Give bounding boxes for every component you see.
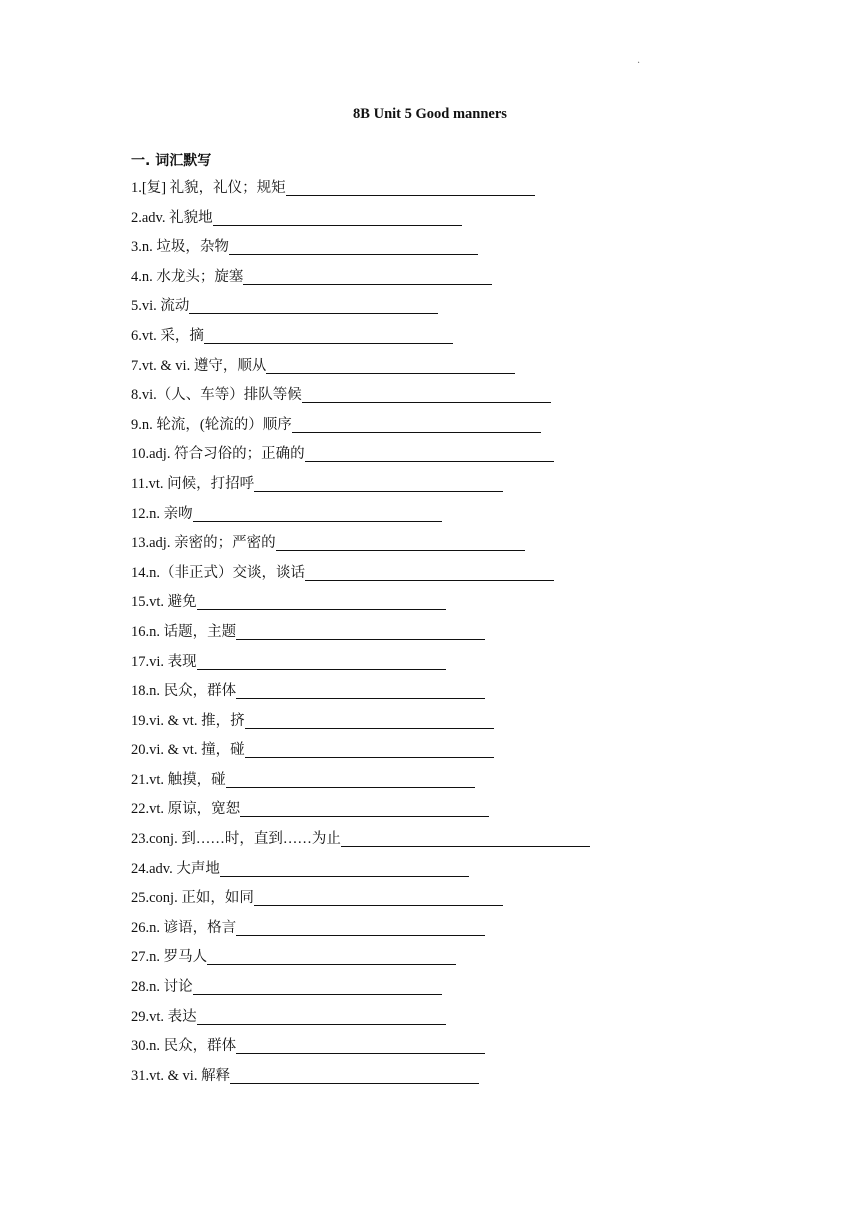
vocab-prompt: 17.vi. 表现 bbox=[131, 653, 197, 670]
vocab-prompt: 10.adj. 符合习俗的；正确的 bbox=[131, 446, 305, 463]
answer-blank-line[interactable] bbox=[276, 534, 525, 551]
vocab-prompt: 3.n. 垃圾，杂物 bbox=[131, 239, 229, 256]
answer-blank-line[interactable] bbox=[204, 327, 453, 344]
vocab-prompt: 4.n. 水龙头；旋塞 bbox=[131, 268, 244, 285]
vocab-prompt: 25.conj. 正如，如同 bbox=[131, 890, 254, 907]
answer-blank-line[interactable] bbox=[286, 179, 535, 196]
vocab-prompt: 20.vi. & vt. 撞，碰 bbox=[131, 742, 245, 759]
vocab-item bbox=[131, 919, 590, 949]
answer-blank-line[interactable] bbox=[226, 771, 475, 788]
vocab-item bbox=[131, 1008, 590, 1038]
answer-blank-line[interactable] bbox=[193, 505, 442, 522]
vocab-item bbox=[131, 771, 590, 801]
answer-blank-line[interactable] bbox=[341, 830, 590, 847]
vocab-prompt: 5.vi. 流动 bbox=[131, 298, 190, 315]
answer-blank-line[interactable] bbox=[193, 978, 442, 995]
answer-blank-line[interactable] bbox=[254, 889, 503, 906]
vocab-item bbox=[131, 475, 590, 505]
answer-blank-line[interactable] bbox=[254, 475, 503, 492]
vocab-prompt: 1.[复] 礼貌，礼仪；规矩 bbox=[131, 180, 286, 196]
answer-blank-line[interactable] bbox=[243, 268, 492, 285]
vocab-prompt: 29.vt. 表达 bbox=[131, 1008, 197, 1025]
answer-blank-line[interactable] bbox=[236, 1037, 485, 1054]
header-dot: · bbox=[637, 58, 641, 69]
vocab-item bbox=[131, 209, 590, 239]
vocab-prompt: 7.vt. & vi. 遵守，顺从 bbox=[131, 357, 267, 374]
vocab-item bbox=[131, 238, 590, 268]
vocab-item bbox=[131, 179, 590, 209]
answer-blank-line[interactable] bbox=[197, 1008, 446, 1025]
page-title: 8B Unit 5 Good manners bbox=[353, 106, 507, 122]
answer-blank-line[interactable] bbox=[213, 209, 462, 226]
vocab-prompt: 24.adv. 大声地 bbox=[131, 860, 220, 877]
vocab-prompt: 28.n. 讨论 bbox=[131, 979, 193, 996]
vocab-item bbox=[131, 327, 590, 357]
answer-blank-line[interactable] bbox=[229, 238, 478, 255]
vocab-item bbox=[131, 948, 590, 978]
vocab-item bbox=[131, 800, 590, 830]
vocabulary-list bbox=[131, 179, 590, 1096]
vocab-prompt: 8.vi.（人、车等）排队等候 bbox=[131, 387, 302, 404]
vocab-prompt: 18.n. 民众，群体 bbox=[131, 683, 237, 700]
vocab-prompt: 19.vi. & vt. 推，挤 bbox=[131, 712, 245, 729]
vocab-item bbox=[131, 445, 590, 475]
answer-blank-line[interactable] bbox=[236, 682, 485, 699]
section-heading: 一. 词汇默写 bbox=[131, 153, 212, 169]
answer-blank-line[interactable] bbox=[236, 623, 485, 640]
answer-blank-line[interactable] bbox=[305, 564, 554, 581]
vocab-prompt: 30.n. 民众，群体 bbox=[131, 1038, 237, 1055]
answer-blank-line[interactable] bbox=[197, 593, 446, 610]
vocab-item bbox=[131, 860, 590, 890]
vocab-item bbox=[131, 416, 590, 446]
vocab-item bbox=[131, 593, 590, 623]
vocab-prompt: 15.vt. 避免 bbox=[131, 594, 197, 611]
answer-blank-line[interactable] bbox=[207, 948, 456, 965]
vocab-item bbox=[131, 623, 590, 653]
vocab-prompt: 16.n. 话题，主题 bbox=[131, 623, 237, 640]
vocab-item bbox=[131, 1067, 590, 1097]
vocab-prompt: 12.n. 亲吻 bbox=[131, 505, 193, 522]
answer-blank-line[interactable] bbox=[220, 860, 469, 877]
answer-blank-line[interactable] bbox=[305, 445, 554, 462]
answer-blank-line[interactable] bbox=[302, 386, 551, 403]
vocab-item bbox=[131, 297, 590, 327]
vocab-item bbox=[131, 1037, 590, 1067]
answer-blank-line[interactable] bbox=[266, 357, 515, 374]
answer-blank-line[interactable] bbox=[236, 919, 485, 936]
answer-blank-line[interactable] bbox=[230, 1067, 479, 1084]
answer-blank-line[interactable] bbox=[240, 800, 489, 817]
vocab-prompt: 2.adv. 礼貌地 bbox=[131, 209, 213, 226]
vocab-prompt: 13.adj. 亲密的；严密的 bbox=[131, 535, 276, 552]
vocab-item bbox=[131, 505, 590, 535]
vocab-prompt: 11.vt. 问候，打招呼 bbox=[131, 475, 255, 492]
answer-blank-line[interactable] bbox=[189, 297, 438, 314]
vocab-item bbox=[131, 534, 590, 564]
vocab-prompt: 6.vt. 采，摘 bbox=[131, 327, 204, 344]
vocab-item bbox=[131, 357, 590, 387]
answer-blank-line[interactable] bbox=[245, 741, 494, 758]
vocab-prompt: 22.vt. 原谅，宽恕 bbox=[131, 801, 241, 818]
vocab-item bbox=[131, 978, 590, 1008]
answer-blank-line[interactable] bbox=[292, 416, 541, 433]
vocab-prompt: 26.n. 谚语，格言 bbox=[131, 919, 237, 936]
vocab-item bbox=[131, 889, 590, 919]
vocab-prompt: 31.vt. & vi. 解释 bbox=[131, 1067, 231, 1084]
vocab-item bbox=[131, 712, 590, 742]
vocab-prompt: 9.n. 轮流，(轮流的）顺序 bbox=[131, 416, 292, 433]
vocab-prompt: 27.n. 罗马人 bbox=[131, 949, 208, 966]
answer-blank-line[interactable] bbox=[245, 712, 494, 729]
vocab-item bbox=[131, 268, 590, 298]
vocab-item bbox=[131, 386, 590, 416]
vocab-item bbox=[131, 653, 590, 683]
vocab-item bbox=[131, 564, 590, 594]
answer-blank-line[interactable] bbox=[197, 653, 446, 670]
vocab-prompt: 21.vt. 触摸，碰 bbox=[131, 771, 226, 788]
vocab-item bbox=[131, 682, 590, 712]
vocab-prompt: 14.n.（非正式）交谈，谈话 bbox=[131, 564, 305, 581]
vocab-item bbox=[131, 741, 590, 771]
vocab-prompt: 23.conj. 到……时，直到……为止 bbox=[131, 831, 341, 848]
vocab-item bbox=[131, 830, 590, 860]
